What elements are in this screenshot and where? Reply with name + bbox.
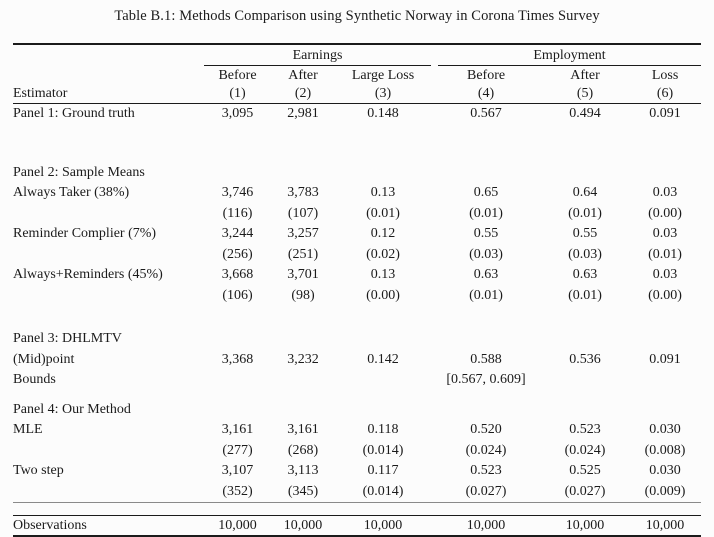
col-header-3: Large Loss	[351, 67, 415, 83]
cell-col-1: 3,746	[221, 185, 254, 201]
cell-col-2: 3,113	[287, 463, 319, 479]
cell-col-4: [0.567, 0.609]	[446, 372, 526, 388]
cell-col-5: 0.536	[569, 351, 601, 367]
cell-col-3: 0.148	[367, 106, 399, 122]
cell-col-4: (0.01)	[469, 205, 503, 221]
row-label: Reminder Complier (7%)	[13, 226, 157, 242]
cell-col-2: (107)	[287, 205, 319, 221]
panel-4-header	[13, 400, 701, 421]
cell-col-3: (0.014)	[362, 442, 404, 458]
cell-col-5: 0.525	[569, 463, 601, 479]
cell-col-4: 0.588	[470, 351, 502, 367]
row-label: Panel 1: Ground truth	[13, 106, 135, 122]
cell-col-2: 3,701	[287, 267, 319, 283]
cell-col-3: 0.13	[370, 185, 396, 201]
col-number-3: (3)	[335, 85, 431, 104]
group-header-employment	[431, 44, 701, 66]
cell-col-3: (0.00)	[366, 287, 400, 303]
cell-col-1: 3,244	[221, 226, 254, 242]
cell-col-3: 0.118	[367, 422, 399, 438]
cell-col-4: 0.520	[470, 422, 502, 438]
cell-col-4: 0.567	[470, 106, 502, 122]
col-number-2: (2)	[271, 85, 335, 104]
cell-col-6: (0.008)	[644, 442, 686, 458]
cell-col-4: (0.03)	[469, 246, 503, 262]
estimator-header: Estimator	[13, 85, 204, 104]
cell-col-5: 0.523	[569, 422, 601, 438]
cell-col-4: 0.65	[473, 185, 499, 201]
cell-col-2: 2,981	[287, 106, 319, 122]
cell-col-2: (268)	[287, 442, 319, 458]
cell-col-3: (0.014)	[362, 483, 404, 499]
cell-col-4: 0.55	[473, 226, 499, 242]
cell-col-6: 0.03	[652, 267, 678, 283]
row-label	[13, 245, 204, 266]
cell-col-1: 3,107	[221, 463, 254, 479]
cell-col-2	[271, 370, 335, 391]
row-label: Always Taker (38%)	[13, 185, 130, 201]
cell-col-1: 3,161	[221, 422, 254, 438]
panel-2-header	[13, 163, 701, 184]
row-always-reminders	[13, 265, 701, 286]
col-number-1: (1)	[204, 85, 271, 104]
cell-col-5: (0.024)	[564, 442, 606, 458]
cell-col-5: 0.494	[569, 106, 601, 122]
group-header-spacer	[13, 44, 204, 66]
row-label	[13, 286, 204, 307]
column-header-spacer	[13, 66, 204, 85]
cell-col-1: 3,095	[221, 106, 254, 122]
panel-label: Panel 2: Sample Means	[13, 164, 145, 180]
cell-col-5: 10,000	[541, 516, 629, 537]
row-observations	[13, 516, 701, 537]
cell-col-3: 0.117	[367, 463, 399, 479]
cell-col-2: (98)	[291, 287, 315, 303]
cell-col-3: 0.12	[370, 226, 396, 242]
cell-col-4: 0.523	[470, 463, 502, 479]
cell-col-6: 0.030	[649, 422, 681, 438]
cell-col-5: 0.63	[572, 267, 598, 283]
cell-col-6	[629, 370, 701, 391]
cell-col-2: 3,232	[287, 351, 319, 367]
col-number-5: (5)	[541, 85, 629, 104]
cell-col-1: (116)	[222, 205, 253, 221]
cell-col-6: (0.00)	[648, 287, 682, 303]
cell-col-3	[335, 370, 431, 391]
col-header-2: After	[288, 67, 318, 83]
cell-col-2: 3,161	[287, 422, 319, 438]
cell-col-5: 0.55	[572, 226, 598, 242]
cell-col-1: 3,668	[221, 267, 254, 283]
row-label: Always+Reminders (45%)	[13, 267, 163, 283]
spacer-row	[13, 125, 701, 163]
row-two-step-se	[13, 482, 701, 503]
panel-3-header	[13, 329, 701, 350]
cell-col-1: (352)	[222, 483, 253, 499]
group-header-employment-label: Employment	[438, 48, 701, 66]
cell-col-5: (0.01)	[568, 287, 602, 303]
row-bounds	[13, 370, 701, 391]
spacer-cell	[13, 391, 701, 400]
cell-col-6: (0.009)	[644, 483, 686, 499]
cell-col-1: 3,368	[221, 351, 254, 367]
cell-col-5	[541, 370, 629, 391]
group-header-earnings-label: Earnings	[204, 48, 431, 66]
spacer-row	[13, 306, 701, 329]
row-always-taker	[13, 183, 701, 204]
row-label	[13, 441, 204, 462]
cell-col-6: 0.091	[649, 351, 681, 367]
cell-col-3: 0.13	[370, 267, 396, 283]
cell-col-5: (0.01)	[568, 205, 602, 221]
cell-col-6: 10,000	[629, 516, 701, 537]
col-header-6: Loss	[651, 67, 679, 83]
thin-rule	[13, 503, 701, 516]
cell-col-1: (256)	[222, 246, 253, 262]
row-label: MLE	[13, 422, 43, 438]
cell-col-5: 0.64	[572, 185, 598, 201]
table-caption: Table B.1: Methods Comparison using Synthetic Norway in Corona Times Survey	[114, 8, 600, 24]
rule-gap-row	[13, 503, 701, 516]
cell-col-2: (251)	[287, 246, 319, 262]
col-header-4: Before	[466, 67, 506, 83]
spacer-cell	[13, 125, 701, 163]
cell-col-3: (0.02)	[366, 246, 400, 262]
cell-col-6: 0.03	[652, 185, 678, 201]
spacer-row	[13, 391, 701, 400]
row-label: (Mid)point	[13, 351, 75, 367]
column-number-row	[13, 85, 701, 104]
cell-col-2: 10,000	[271, 516, 335, 537]
cell-col-4: (0.027)	[465, 483, 507, 499]
table-body	[13, 104, 701, 537]
row-mle-se	[13, 441, 701, 462]
cell-col-5: (0.027)	[564, 483, 606, 499]
cell-col-4: 10,000	[431, 516, 541, 537]
cell-col-6: (0.00)	[648, 205, 682, 221]
row-mle	[13, 420, 701, 441]
row-always-taker-se	[13, 204, 701, 225]
cell-col-2: 3,257	[287, 226, 319, 242]
row-label: Observations	[13, 516, 204, 537]
cell-col-4: 0.63	[473, 267, 499, 283]
cell-col-1: (277)	[222, 442, 253, 458]
row-reminder-complier-se	[13, 245, 701, 266]
methods-comparison-table	[13, 43, 701, 537]
row-label	[13, 204, 204, 225]
cell-col-3: (0.01)	[366, 205, 400, 221]
col-header-1: Before	[218, 67, 257, 83]
cell-col-3: 0.142	[367, 351, 399, 367]
cell-col-6: 0.091	[649, 106, 681, 122]
cell-col-2: (345)	[287, 483, 319, 499]
group-header-earnings	[204, 44, 431, 66]
cell-col-5: (0.03)	[568, 246, 602, 262]
cell-col-3: 10,000	[335, 516, 431, 537]
row-label: Bounds	[13, 372, 56, 388]
cell-col-6: 0.030	[649, 463, 681, 479]
row-ground-truth	[13, 104, 701, 125]
row-two-step	[13, 461, 701, 482]
col-number-4: (4)	[431, 85, 541, 104]
cell-col-4: (0.024)	[465, 442, 507, 458]
panel-label: Panel 3: DHLMTV	[13, 331, 122, 347]
row-midpoint	[13, 350, 701, 371]
row-reminder-complier	[13, 224, 701, 245]
table-header	[13, 44, 701, 104]
spacer-cell	[13, 306, 701, 329]
column-header-row	[13, 66, 701, 85]
cell-col-4: (0.01)	[469, 287, 503, 303]
row-label: Two step	[13, 463, 64, 479]
col-header-5: After	[570, 67, 600, 83]
row-always-reminders-se	[13, 286, 701, 307]
cell-col-2: 3,783	[287, 185, 319, 201]
group-header-row	[13, 44, 701, 66]
col-number-6: (6)	[629, 85, 701, 104]
cell-col-6: (0.01)	[648, 246, 682, 262]
cell-col-1	[204, 370, 271, 391]
cell-col-1: (106)	[222, 287, 253, 303]
cell-col-6: 0.03	[652, 226, 678, 242]
panel-label: Panel 4: Our Method	[13, 401, 131, 417]
cell-col-1: 10,000	[204, 516, 271, 537]
row-label	[13, 482, 204, 503]
